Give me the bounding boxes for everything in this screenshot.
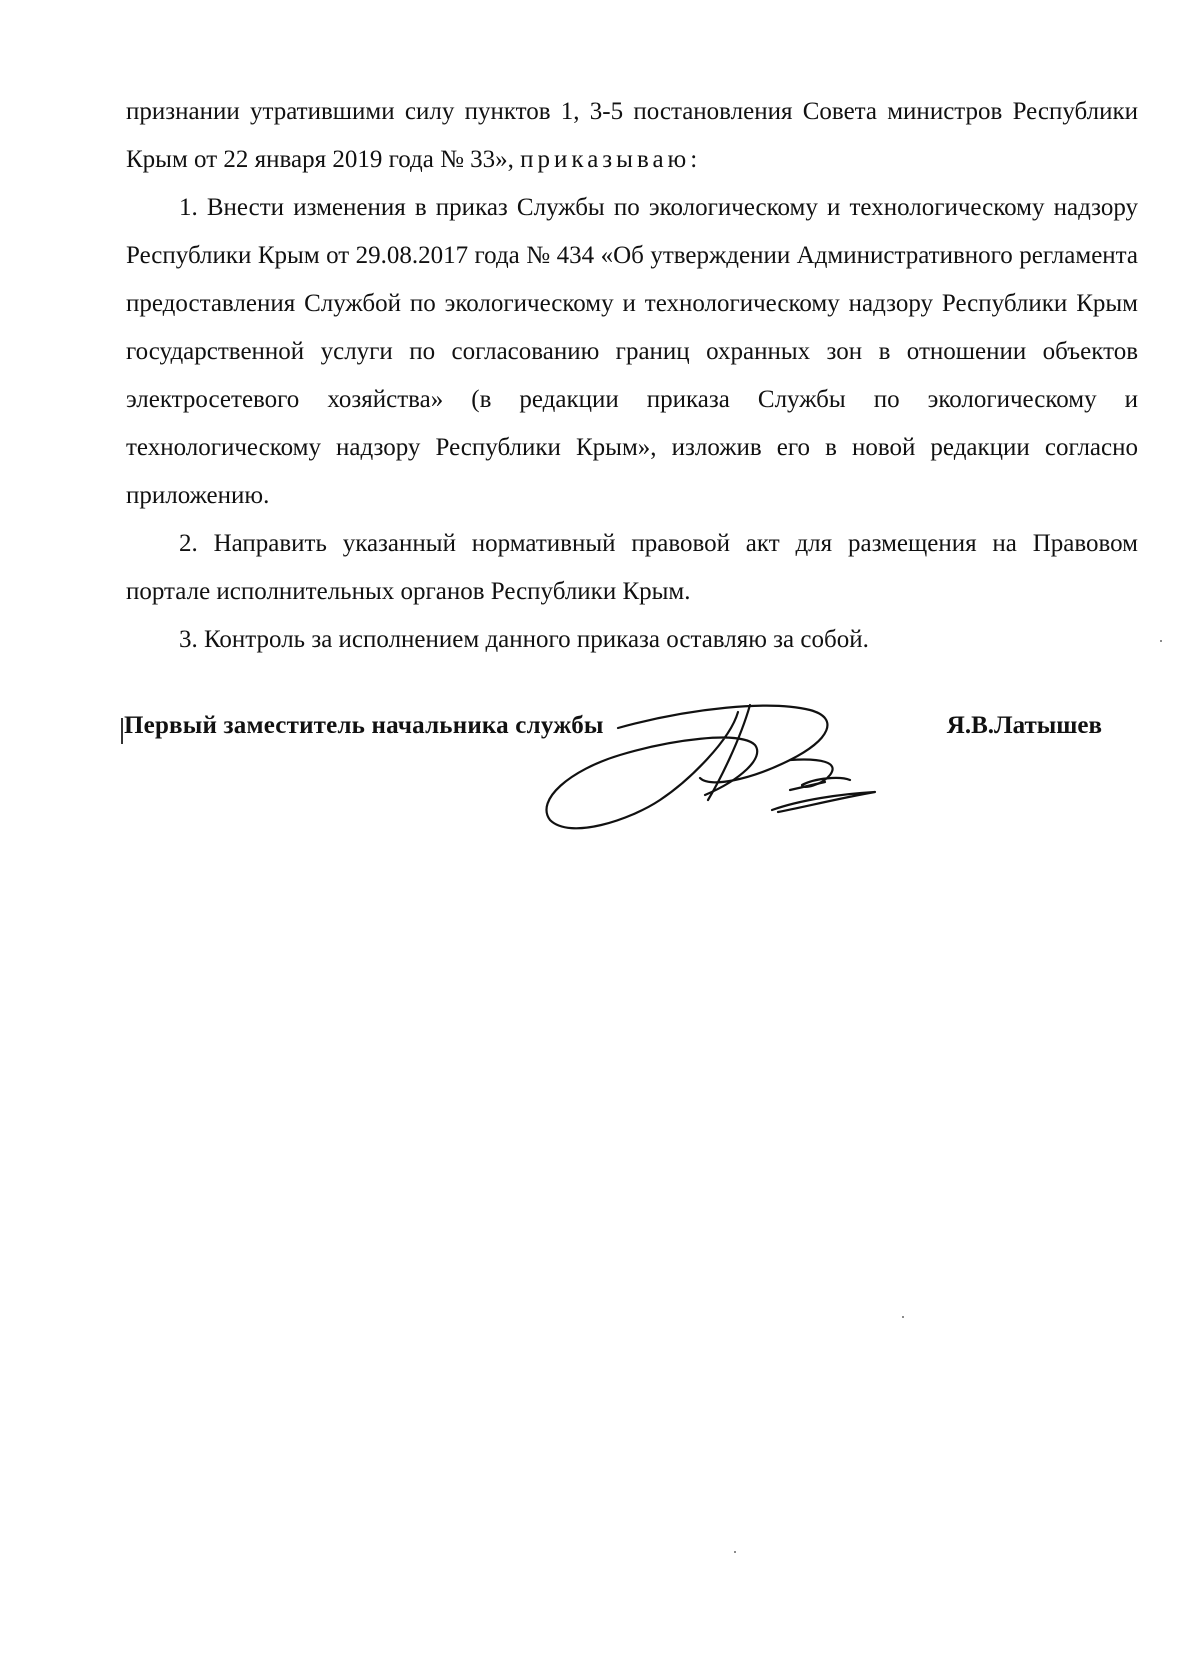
scan-speck (734, 1551, 736, 1553)
scan-mark (121, 718, 123, 744)
signatory-position: Первый заместитель начальника службы (124, 712, 604, 739)
paragraph-item-3: 3. Контроль за исполнением данного приказа оставляю за собой. (179, 626, 869, 653)
paragraph-preamble (126, 88, 1138, 184)
paragraph-item-2: 2. Направить указанный нормативный правовой акт для размещения на Правовом портале исполнительных органов Республики Крым. (126, 530, 1138, 605)
scan-speck (1160, 640, 1162, 642)
scan-speck (902, 1316, 904, 1318)
handwritten-signature (540, 700, 940, 850)
paragraph-item-1: 1. Внести изменения в приказ Службы по экологическому и технологическому надзору Республики Крым от 29.08.2017 года № 434 «Об утверждении Административного регламента предоставления Службой по экологическому и технологическому надзору Республики Крым государственной услуги по согласованию границ охранных зон в отношении объектов электросетевого хозяйства» (в редакции приказа Службы по экологическому и технологическому надзору Республики Крым», изложив его в новой редакции согласно приложению. (126, 194, 1138, 509)
preamble-text: признании утратившими силу пунктов 1, 3-5 постановления Совета министров Республики Крым от 22 января 2019 года № 33», (126, 98, 1138, 173)
preamble-colon: : (690, 146, 698, 173)
signatory-name: Я.В.Латышев (946, 712, 1102, 739)
order-word: приказываю (520, 146, 691, 173)
document-body (126, 88, 1138, 664)
